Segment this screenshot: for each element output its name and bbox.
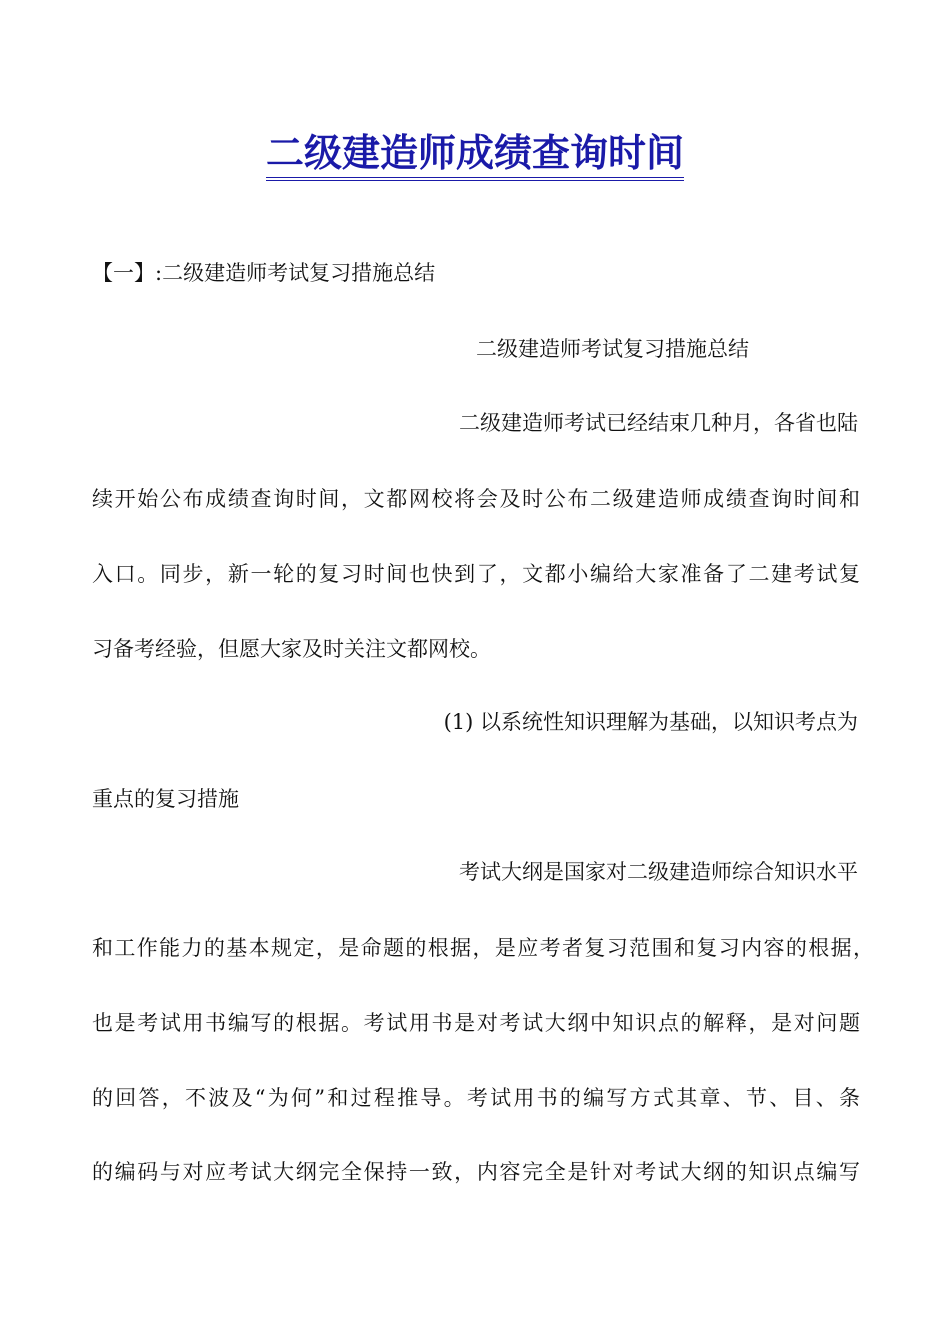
paragraph2-line3: 也是考试用书编写的根据。考试用书是对考试大纲中知识点的解释，是对问题 bbox=[92, 1011, 860, 1035]
paragraph2-line5: 的编码与对应考试大纲完全保持一致，内容完全是针对考试大纲的知识点编写 bbox=[92, 1160, 860, 1184]
section-heading: 【一】:二级建造师考试复习措施总结 bbox=[92, 261, 436, 285]
point1-line2: 重点的复习措施 bbox=[92, 787, 239, 811]
paragraph1-line1: 二级建造师考试已经结束几种月，各省也陆 bbox=[459, 411, 858, 435]
document-title[interactable] bbox=[0, 128, 950, 178]
point1-line1: (1) 以系统性知识理解为基础，以知识考点为 bbox=[443, 710, 858, 734]
paragraph2-line2: 和工作能力的基本规定，是命题的根据，是应考者复习范围和复习内容的根据， bbox=[92, 936, 874, 960]
document-title-link[interactable]: 二级建造师成绩查询时间 bbox=[266, 131, 684, 181]
paragraph1-line3: 入口。同步，新一轮的复习时间也快到了，文都小编给大家准备了二建考试复 bbox=[92, 562, 860, 586]
subtitle: 二级建造师考试复习措施总结 bbox=[476, 337, 749, 361]
paragraph2-line1: 考试大纲是国家对二级建造师综合知识水平 bbox=[459, 860, 858, 884]
paragraph2-line4: 的回答，不波及“为何”和过程推导。考试用书的编写方式其章、节、目、条 bbox=[92, 1086, 860, 1110]
paragraph1-line2: 续开始公布成绩查询时间，文都网校将会及时公布二级建造师成绩查询时间和 bbox=[92, 487, 860, 511]
paragraph1-line4: 习备考经验，但愿大家及时关注文都网校。 bbox=[92, 637, 491, 661]
